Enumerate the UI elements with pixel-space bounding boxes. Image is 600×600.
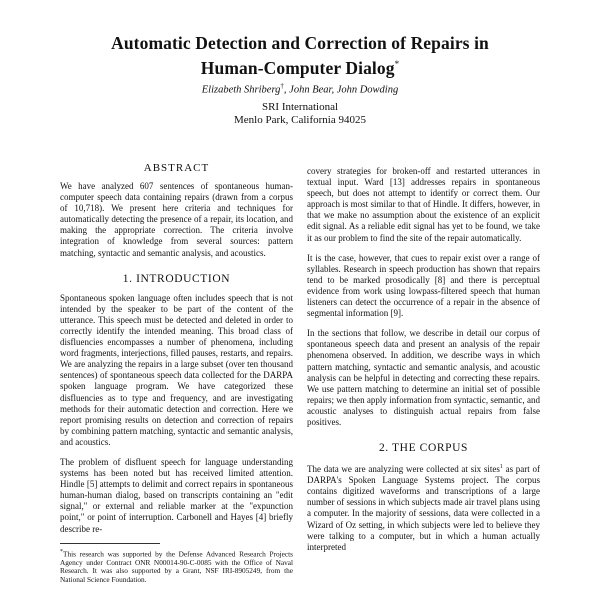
abstract-heading: ABSTRACT bbox=[143, 162, 210, 174]
corpus-heading: 2. THE CORPUS bbox=[378, 442, 469, 455]
author-1-mark: † bbox=[280, 82, 284, 90]
introduction-heading: 1. INTRODUCTION bbox=[122, 272, 231, 285]
affiliation-location: Menlo Park, California 94025 bbox=[234, 114, 366, 126]
other-authors: , John Bear, John Dowding bbox=[283, 84, 399, 96]
author-1: Elizabeth Shriberg bbox=[201, 84, 281, 96]
footnote bbox=[60, 548, 293, 585]
right-paragraph-1: covery strategies for broken-off and restarted utterances in textual input. Ward [13] addresses repairs in spontaneous speech, but does not attempt to identify or correct them. Our approach is most similar to that of Hindle. It differs, however, in that we make no assumption about the existence of an explicit edit signal. As a reliable edit signal has yet to be found, we take it as our problem to find the site of the repair automatically. bbox=[307, 166, 540, 243]
introduction-paragraph-2: The problem of disfluent speech for language understanding systems has been noted but has received limited attention. Hindle [5] attempts to delimit and correct repairs in spontaneous human-human dialog, based on transcripts containing an "edit signal," or external and reliable marker at the "expunction point," or point of interruption. Carbonell and Hayes [4] briefly describe re- bbox=[60, 456, 293, 534]
abstract-text: We have analyzed 607 sentences of spontaneous human-computer speech data containing repairs (drawn from a corpus of 10,718). We present here criteria and techniques for automatically detecting the presence of a repair, its location, and making the appropriate correction. The criteria involve integration of knowledge from several sources: pattern matching, syntactic and semantic analysis, and acoustics. bbox=[60, 181, 293, 258]
corpus-text-before: The data we are analyzing were collected at six sites bbox=[307, 464, 500, 475]
title-line-2 bbox=[40, 54, 560, 79]
introduction-paragraph-1: Spontaneous spoken language often includes speech that is not intended by the speaker to be part of the content of the utterance. This speech must be detected and deleted in order to correctly identify the intended meaning. This broad class of disfluencies encompasses a number of phenomena, including word fragments, interjections, filled pauses, restarts, and repairs. We are analyzing the repairs in a large subset (over ten thousand sentences) of spontaneous speech data collected for the DARPA spoken language program. We have categorized these disfluencies as to type and frequency, and are investigating methods for their automatic detection and correction. Here we report promising results on detection and correction of repairs by combining pattern matching, syntactic and semantic analysis, and acoustics. bbox=[60, 292, 293, 447]
corpus-paragraph bbox=[307, 462, 540, 553]
author-list bbox=[40, 80, 560, 97]
paper-title bbox=[40, 33, 560, 79]
left-column bbox=[60, 162, 293, 584]
corpus-text-after: as part of DARPA's Spoken Language Systems project. The corpus contains digitized waveforms and transcriptions of a large number of sessions in which subjects made air travel plans using a computer. In the majority of sessions, data were collected in a Wizard of Oz setting, in which subjects were led to believe they were talking to a computer, but in which a human actually interpreted bbox=[307, 464, 540, 552]
footnote-mark: * bbox=[60, 548, 63, 555]
right-paragraph-2: It is the case, however, that cues to repair exist over a range of syllables. Research in speech production has shown that repairs tend to be marked prosodically [8] and there is perceptual evidence from work using lowpass-filtered speech that human listeners can detect the occurrence of a repair in the absence of segmental information [9]. bbox=[307, 252, 540, 319]
title-line-2-text: Human-Computer Dialog bbox=[200, 57, 395, 78]
affiliation-org: SRI International bbox=[261, 101, 339, 113]
right-paragraph-3: In the sections that follow, we describe in detail our corpus of spontaneous speech data and present an analysis of the repair phenomena observed. In addition, we describe ways in which pattern matching, syntactic and semantic analysis, and acoustic analysis can be helpful in detecting and correcting these repairs. We use pattern matching to determine an initial set of possible repairs; we then apply information from syntactic, semantic, and acoustic analyses to distinguish actual repairs from false positives. bbox=[307, 328, 540, 427]
title-line-1: Automatic Detection and Correction of Repairs in bbox=[111, 33, 489, 53]
corpus-footnote-mark: 1 bbox=[499, 464, 503, 471]
right-column bbox=[307, 166, 540, 553]
title-footnote-mark: * bbox=[394, 59, 400, 69]
affiliation bbox=[40, 101, 560, 127]
footnote-rule bbox=[60, 543, 160, 544]
footnote-text: This research was supported by the Defense Advanced Research Projects Agency under Contract ONR N00014-90-C-0085 with the Office of Naval Research. It was also supported by a Grant, NSF IRI-8905249, from the National Science Foundation. bbox=[60, 549, 293, 584]
